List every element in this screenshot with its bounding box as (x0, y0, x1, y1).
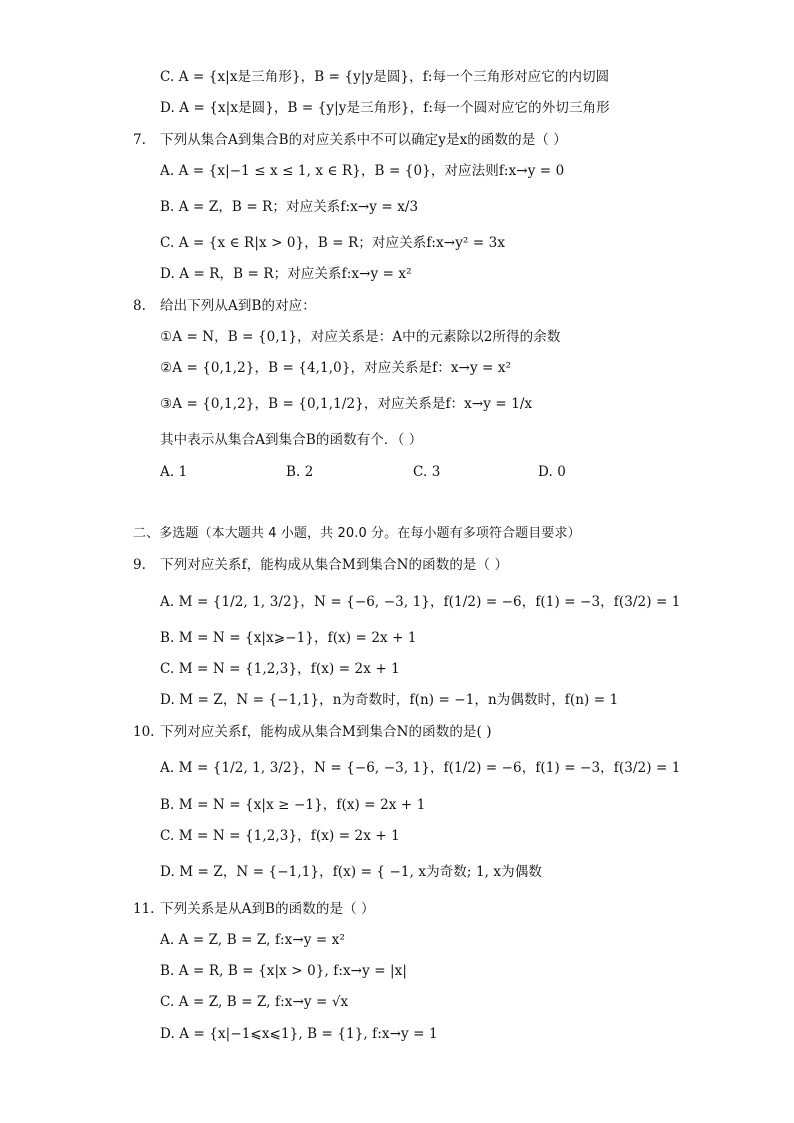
q9-option-c: C. M = N = {1,2,3}，f(x) = 2x + 1 (160, 661, 400, 677)
q7-option-d: D. A = R，B = R；对应关系f:x→y = x² (160, 266, 412, 282)
question-8-stem: 给出下列从A到B的对应： (160, 298, 316, 314)
q10-option-c: C. M = N = {1,2,3}，f(x) = 2x + 1 (160, 828, 400, 844)
question-10-number: 10. (133, 724, 155, 740)
q7-option-a: A. A = {x|−1 ≤ x ≤ 1, x ∈ R}，B = {0}，对应法则f:x→y = 0 (160, 163, 565, 179)
question-11-number: 11. (133, 901, 155, 917)
question-7-number: 7. (133, 132, 146, 148)
q10-option-a: A. M = {1/2, 1, 3/2}，N = {−6, −3, 1}，f(1/2) = −6，f(1) = −3，f(3/2) = 1 (160, 760, 681, 776)
q8-option-b: B. 2 (286, 464, 314, 480)
question-9-stem: 下列对应关系f，能构成从集合M到集合N的函数的是（ ） (160, 557, 509, 573)
question-11-stem: 下列关系是从A到B的函数的是（ ） (160, 901, 375, 917)
q7-option-c: C. A = {x ∈ R|x > 0}，B = R；对应关系f:x→y² = 3x (160, 235, 506, 251)
q8-question: 其中表示从集合A到集合B的函数有个．（ ） (160, 432, 423, 448)
q11-option-b: B. A = R, B = {x|x > 0}, f:x→y = |x| (160, 963, 408, 979)
q6-option-d: D. A = {x|x是圆}，B = {y|y是三角形}，f:每一个圆对应它的外切三角形 (160, 100, 610, 116)
q11-option-c: C. A = Z, B = Z, f:x→y = √x (160, 994, 349, 1010)
q7-option-b: B. A = Z，B = R；对应关系f:x→y = x/3 (160, 199, 419, 215)
section-2-heading: 二、多选题（本大题共 4 小题，共 20.0 分。在每小题有多项符合题目要求） (133, 526, 581, 541)
q8-item-2: ②A = {0,1,2}，B = {4,1,0}，对应关系是f：x→y = x² (160, 360, 512, 376)
question-7-stem: 下列从集合A到集合B的对应关系中不可以确定y是x的函数的是（ ） (160, 132, 567, 148)
question-10-stem: 下列对应关系f，能构成从集合M到集合N的函数的是( ) (160, 724, 492, 740)
q8-item-1: ①A = N，B = {0,1}，对应关系是：A中的元素除以2所得的余数 (160, 329, 561, 345)
q8-option-a: A. 1 (160, 464, 188, 480)
q11-option-a: A. A = Z, B = Z, f:x→y = x² (160, 932, 345, 948)
question-8-number: 8. (133, 298, 146, 314)
q8-option-d: D. 0 (538, 464, 566, 480)
q6-option-c: C. A = {x|x是三角形}，B = {y|y是圆}，f:每一个三角形对应它的内切圆 (160, 69, 610, 85)
q10-option-b: B. M = N = {x|x ≥ −1}，f(x) = 2x + 1 (160, 797, 426, 813)
q9-option-d: D. M = Z，N = {−1,1}，n为奇数时，f(n) = −1，n为偶数时，f(n) = 1 (160, 692, 619, 708)
question-9-number: 9. (133, 557, 146, 573)
q11-option-d: D. A = {x|−1⩽x⩽1}, B = {1}, f:x→y = 1 (160, 1026, 438, 1042)
q9-option-b: B. M = N = {x|x⩾−1}，f(x) = 2x + 1 (160, 630, 417, 646)
q9-option-a: A. M = {1/2, 1, 3/2}，N = {−6, −3, 1}，f(1/2) = −6，f(1) = −3，f(3/2) = 1 (160, 594, 681, 610)
q8-option-c: C. 3 (413, 464, 441, 480)
q8-item-3: ③A = {0,1,2}，B = {0,1,1/2}，对应关系是f：x→y = 1/x (160, 396, 533, 412)
q10-option-d: D. M = Z，N = {−1,1}，f(x) = { −1, x为奇数; 1, x为偶数 (160, 864, 542, 880)
